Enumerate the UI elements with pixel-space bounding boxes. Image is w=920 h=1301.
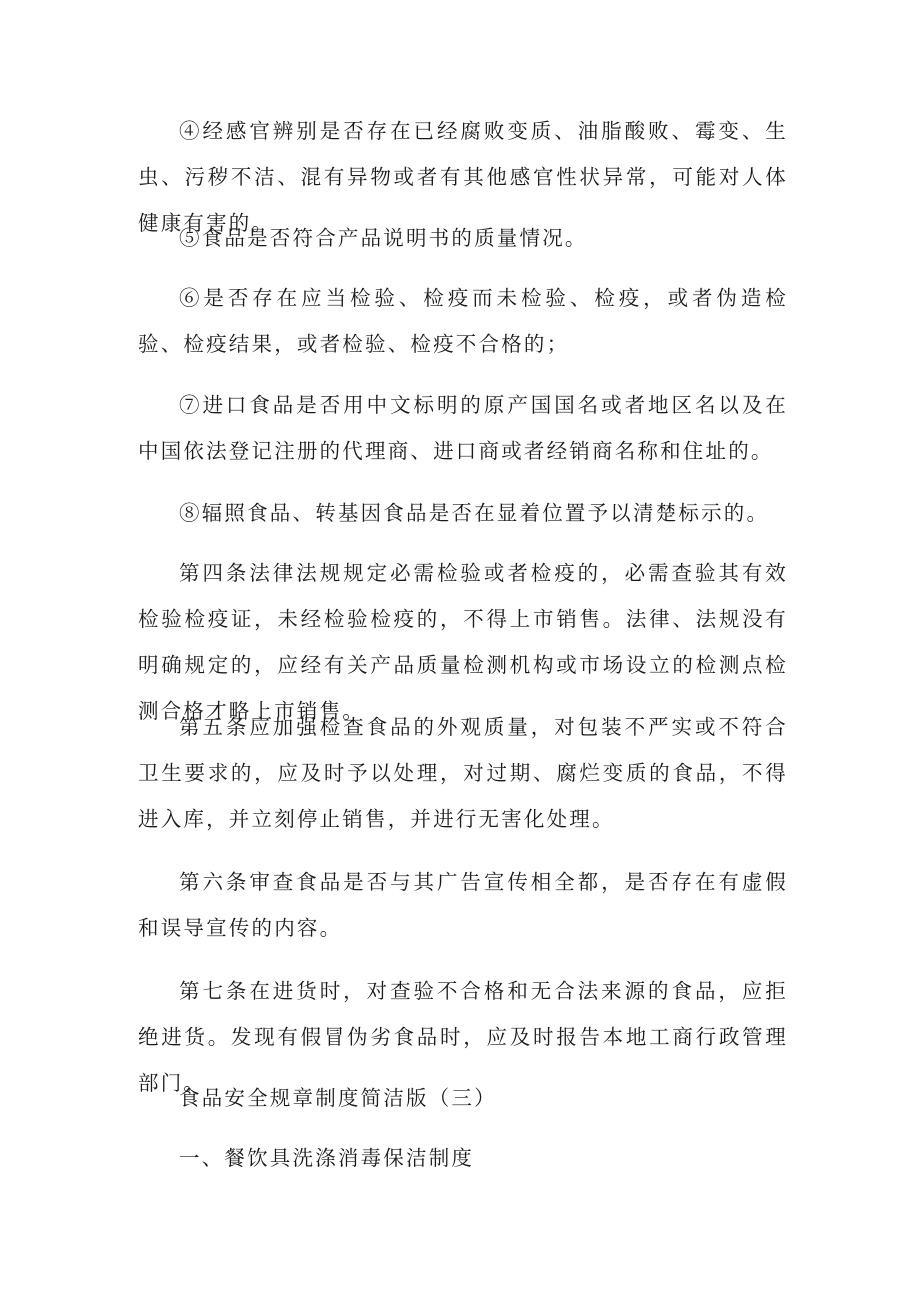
section-heading-tableware-cleaning: 一、餐饮具洗涤消毒保洁制度 [179,1146,475,1170]
paragraph-article-4: 第四条法律法规规定必需检验或者检疫的，必需查验其有效检验检疫证，未经检验检疫的，不得上市销售。法律、法规没有明确规定的，应经有关产品质量检测机构或市场设立的检测点检测合格才略上市销售。 [138,561,788,723]
paragraph-item-8-irradiated-gmo: ⑧辐照食品、转基因食品是否在显着位置予以清楚标示的。 [179,501,770,525]
paragraph-article-7: 第七条在进货时，对查验不合格和无合法来源的食品，应拒绝进货。发现有假冒伪劣食品时，应及时报告本地工商行政管理部门。 [138,979,788,1095]
paragraph-item-4-sensory-check: ④经感官辨别是否存在已经腐败变质、油脂酸败、霉变、生虫、污秽不洁、混有异物或者有其他感官性状异常，可能对人体健康有害的。 [138,119,788,235]
paragraph-article-6: 第六条审查食品是否与其广告宣传相全都，是否存在有虚假和误导宣传的内容。 [138,870,788,940]
paragraph-article-5: 第五条应加强检查食品的外观质量，对包装不严实或不符合卫生要求的，应及时予以处理，对过期、腐烂变质的食品，不得进入库，并立刻停止销售，并进行无害化处理。 [138,715,788,831]
section-title-food-safety-rules-3: 食品安全规章制度简洁版（三） [179,1086,497,1110]
paragraph-item-6-inspection-check: ⑥是否存在应当检验、检疫而未检验、检疫，或者伪造检验、检疫结果，或者检验、检疫不合格的； [138,286,788,356]
paragraph-item-5-quality-check: ⑤食品是否符合产品说明书的质量情况。 [179,226,588,250]
paragraph-item-7-import-labeling: ⑦进口食品是否用中文标明的原产国国名或者地区名以及在中国依法登记注册的代理商、进口商或者经销商名称和住址的。 [138,393,788,463]
